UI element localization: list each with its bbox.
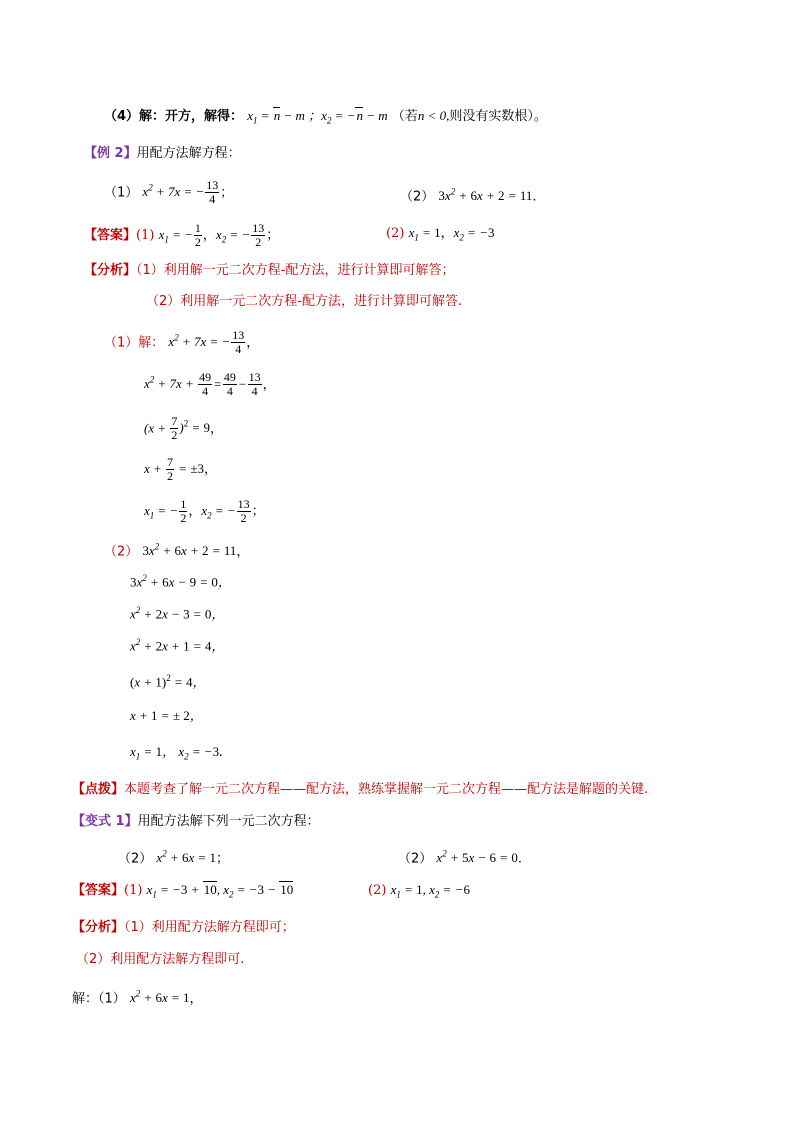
answer2-tag: 【答案】 [72,883,125,898]
variant1-problem-1: （2） $x^2 + 6x = 1$； [118,849,230,867]
analysis-tag: 【分析】 [84,263,137,278]
variant1-problem-2: （2） $x^2 + 5x - 6 = 0$. [398,849,522,867]
example2-header [84,144,241,164]
answer2-line-2: (2) $x_1 = 1$, $x_2 = -6$ [368,882,470,900]
variant1-header [72,812,320,832]
case4-formula: $x_1 = n - m$ ；$x_2 = -n - m$ [247,108,388,126]
analysis-line-2: （2）利用解一元二次方程-配方法，进行计算即可解答. [146,294,463,309]
answer-tag: 【答案】 [84,228,137,243]
analysis2-tag: 【分析】 [72,920,125,935]
solution2-line-2: $3x^2 + 6x - 9 = 0$， [130,573,231,591]
solution3-line-1: 解：（1） $x^2 + 6x = 1$， [72,989,203,1007]
solution2-line-1: （2） $3x^2 + 6x + 2 = 11$， [104,542,250,560]
solution1-line-1: （1）解： $x^2 + 7x$ = − $\frac{13}{4}$ ， [104,328,260,357]
solution1-line-4: x + $\frac{7}{2}$ = ±3， [144,455,217,483]
solution2-line-3: $x^2 + 2x - 3 = 0$， [130,605,225,623]
example2-problem-2: （2） $3x^2 + 6x + 2 = 11$. [400,187,537,205]
solution1-line-2: $x^2 + 7x$ + $\frac{49}{4}$ = $\frac{49}{4}$ − $\frac{13}{4}$ ， [144,370,276,399]
analysis2-line-2: （2）利用配方法解方程即可. [76,952,245,967]
solution1-line-3: (x + $\frac{7}{2}$ )$^2$ = 9， [144,414,224,443]
solution1-line-5: $x_1$ = − $\frac{1}{2}$ ，$x_2$ = − $\frac{13}{2}$ ； [144,497,265,525]
case4-label: （4）解：开方，解得： [104,109,244,124]
variant1-tag: 【变式 1】 [72,814,138,829]
tip-tag: 【点拨】 [72,782,125,797]
analysis2-line-1: 【分析】（1）利用配方法解方程即可； [72,920,295,935]
example2-problem-1: （1） $x^2 + 7x$ = − $\frac{13}{4}$ ； [104,178,234,207]
variant1-text: 用配方法解下列一元二次方程： [137,814,320,829]
example2-tag: 【例 2】 [84,146,137,161]
solution2-line-7: $x_1 = 1$， $x_2 = -3$. [130,744,224,762]
answer2-line: 【答案】(1) $x_1 = -3 + 10$, $x_2 = -3 - 10$ [72,882,294,900]
solution2-line-5: $(x + 1)^2 = 4$， [130,673,206,691]
analysis-line-1: 【分析】（1）利用解一元二次方程-配方法，进行计算即可解答； [84,263,455,278]
answer-line: 【答案】(1) $x_1$ = − $\frac{1}{2}$ ，$x_2$ = − $\frac{13}{2}$ ； [84,221,280,249]
case4-tail: （若 [391,109,418,124]
tip-line: 【点拨】本题考查了解一元二次方程——配方法，熟练掌握解一元二次方程——配方法是解题的关键. [72,782,649,797]
example2-text: 用配方法解方程： [136,146,241,161]
line-case4: （4）解：开方，解得： $x_1 = n - m$ ；$x_2 = -n - m$ （若n < 0,则没有实数根）。 [104,108,547,126]
case4-tail2: 则没有实数根）。 [449,109,547,124]
solution2-line-4: $x^2 + 2x + 1 = 4$， [130,637,225,655]
solution2-line-6: x + 1 = ± 2， [130,708,203,724]
answer-line-2: (2) $x_1 = 1$，$x_2 = -3$ [386,225,495,243]
